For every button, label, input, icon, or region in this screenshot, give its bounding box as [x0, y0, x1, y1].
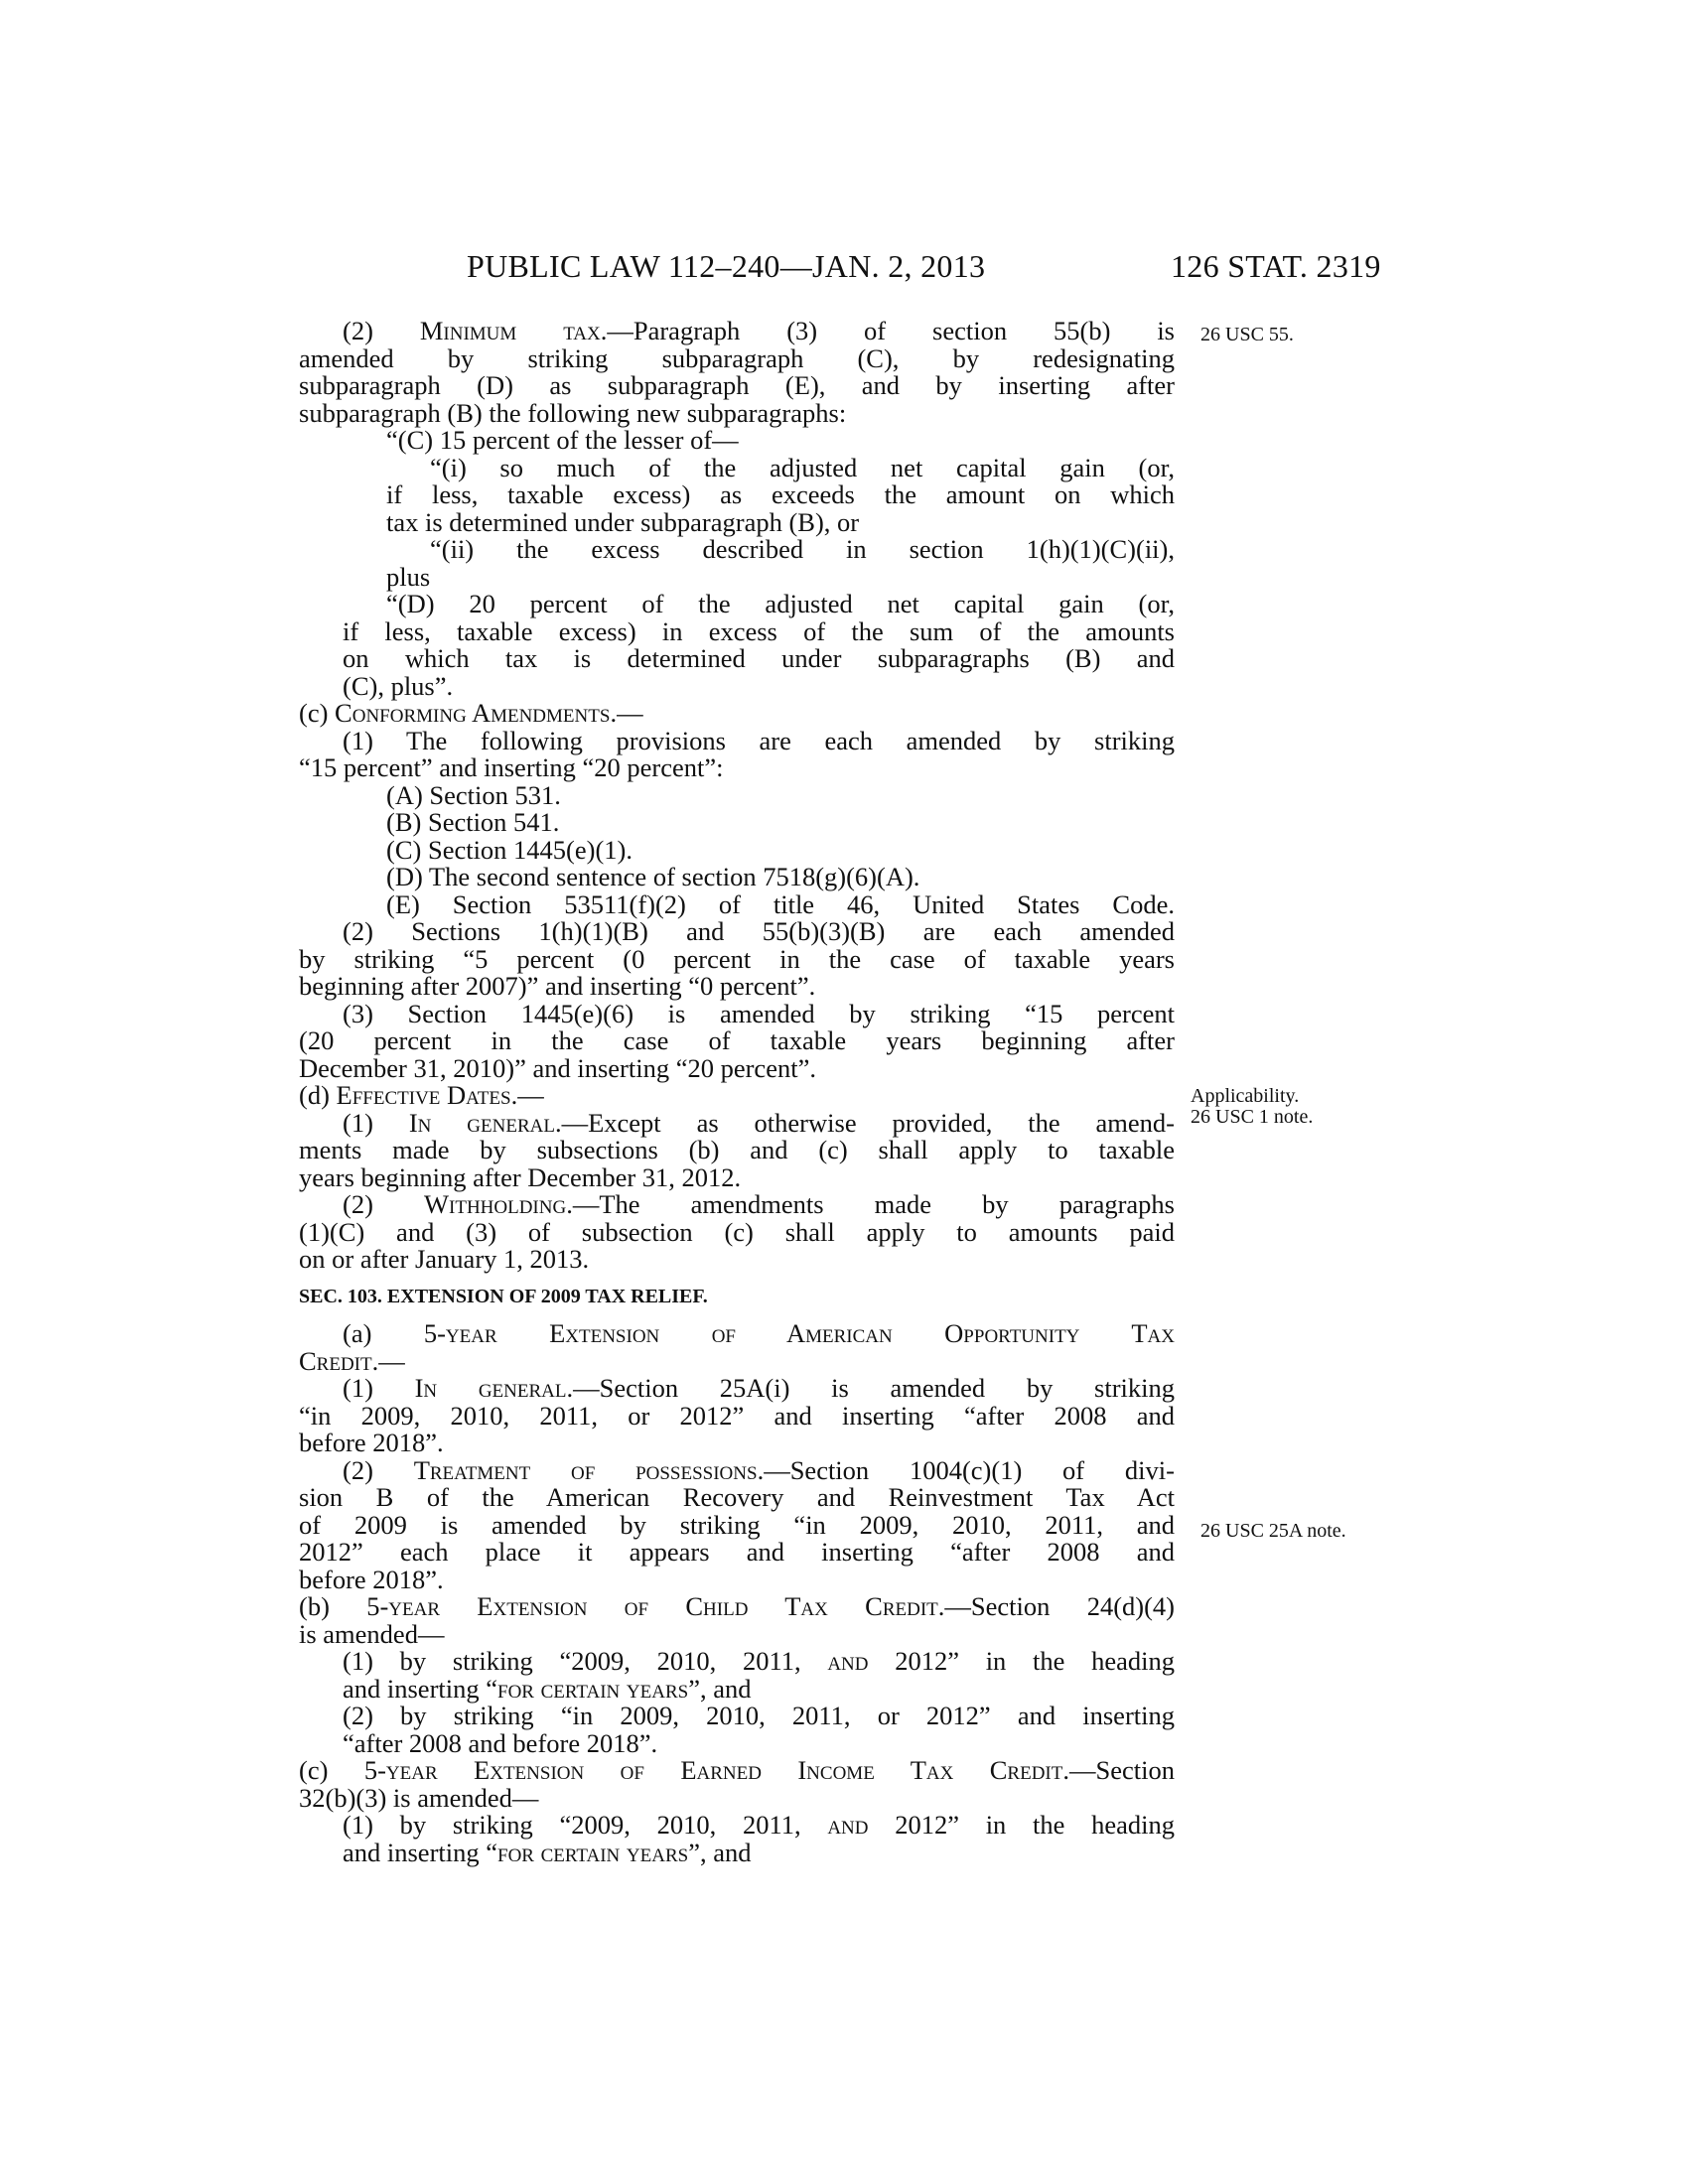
text-line: “(C) 15 percent of the lesser of—: [386, 425, 739, 455]
text-line: “after 2008 and before 2018”.: [343, 1727, 658, 1758]
text-line: amended by striking subparagraph (C), by redesignating: [299, 342, 1175, 373]
text-line: by striking “5 percent (0 percent in the case of taxable years: [299, 943, 1175, 974]
text-line: if less, taxable excess) in excess of the sum of the amounts: [343, 615, 1175, 646]
text-line: subparagraph (B) the following new subparagraphs:: [299, 397, 847, 428]
text-line: (1) In general.—Except as otherwise provided, the amend-: [343, 1107, 1175, 1138]
document-body: [299, 318, 1175, 1866]
text-line: (B) Section 541.: [386, 807, 560, 837]
text-line: (C) Section 1445(e)(1).: [386, 834, 633, 865]
subsection-heading: (d) Effective Dates.—: [299, 1080, 544, 1110]
text-line: plus: [386, 561, 431, 592]
text-line: 2012” each place it appears and inserting “after 2008 and: [299, 1537, 1175, 1567]
text-line: is amended—: [299, 1618, 445, 1649]
text-line: 32(b)(3) is amended—: [299, 1782, 539, 1813]
text-line: before 2018”.: [299, 1428, 444, 1457]
text-line: (2) Treatment of possessions.—Section 1004(c)(1) of divi-: [343, 1454, 1175, 1485]
text-line: “(i) so much of the adjusted net capital gain (or,: [430, 452, 1175, 482]
text-line: “(D) 20 percent of the adjusted net capital gain (or,: [386, 589, 1175, 618]
text-line: on which tax is determined under subparagraphs (B) and: [343, 643, 1175, 673]
text-line: (2) Sections 1(h)(1)(B) and 55(b)(3)(B) are each amended: [343, 916, 1175, 946]
text-line: subparagraph (D) as subparagraph (E), and by inserting after: [299, 370, 1175, 400]
subsection-heading: (b) 5-year Extension of Child Tax Credit.—Section 24(d)(4): [299, 1591, 1175, 1621]
text-line: (2) Withholding.—The amendments made by paragraphs: [343, 1189, 1175, 1219]
text-line: (A) Section 531.: [386, 779, 561, 810]
text-line: (1)(C) and (3) of subsection (c) shall apply to amounts paid: [299, 1216, 1175, 1247]
text-line: if less, taxable excess) as exceeds the amount on which: [386, 479, 1175, 509]
text-line: (1) The following provisions are each amended by striking: [343, 725, 1175, 755]
text-line: before 2018”.: [299, 1564, 444, 1594]
margin-note-applicability: Applicability.: [1191, 1085, 1300, 1107]
text-line: December 31, 2010)” and inserting “20 percent”.: [299, 1052, 816, 1083]
text-line: years beginning after December 31, 2012.: [299, 1161, 742, 1192]
text-line: “15 percent” and inserting “20 percent”:: [299, 752, 724, 782]
text-line: (D) The second sentence of section 7518(g)(6)(A).: [386, 862, 920, 891]
running-header-title: PUBLIC LAW 112–240—JAN. 2, 2013: [467, 248, 986, 284]
subsection-heading: (a) 5-year Extension of American Opportunity Tax: [343, 1318, 1175, 1348]
section-heading: SEC. 103. EXTENSION OF 2009 TAX RELIEF.: [299, 1285, 708, 1307]
text-line: sion B of the American Recovery and Reinvestment Tax Act: [299, 1482, 1175, 1512]
margin-note-26-usc-25a-note: 26 USC 25A note.: [1200, 1520, 1346, 1542]
running-header-page-number: 126 STAT. 2319: [1171, 248, 1381, 284]
text-line: tax is determined under subparagraph (B), or: [386, 506, 860, 537]
text-line: (2) Minimum tax.—Paragraph (3) of section 55(b) is: [343, 316, 1175, 345]
text-line: (2) by striking “in 2009, 2010, 2011, or 2012” and inserting: [343, 1701, 1175, 1730]
text-line: (1) In general.—Section 25A(i) is amended by striking: [343, 1373, 1175, 1403]
text-line: (1) by striking “2009, 2010, 2011, and 2012” in the heading: [343, 1646, 1176, 1676]
paragraph-heading: Minimum tax: [419, 316, 601, 345]
margin-note-26-usc-55: 26 USC 55.: [1200, 324, 1294, 345]
margin-note-26-usc-1-note: 26 USC 1 note.: [1191, 1106, 1314, 1128]
text-line: (20 percent in the case of taxable years beginning after: [299, 1025, 1175, 1055]
text-line: (1) by striking “2009, 2010, 2011, and 2012” in the heading: [343, 1810, 1176, 1840]
text-line: (E) Section 53511(f)(2) of title 46, United States Code.: [386, 888, 1175, 919]
subsection-heading: (c) 5-year Extension of Earned Income Tax Credit.—Section: [299, 1755, 1175, 1785]
text-line: ments made by subsections (b) and (c) shall apply to taxable: [299, 1135, 1175, 1164]
text-line: (3) Section 1445(e)(6) is amended by striking “15 percent: [343, 998, 1175, 1028]
text-line: on or after January 1, 2013.: [299, 1244, 590, 1274]
subsection-heading: Credit.—: [299, 1345, 405, 1376]
text-line: and inserting “for certain years”, and: [343, 1837, 752, 1867]
text-line: beginning after 2007)” and inserting “0 percent”.: [299, 971, 816, 1001]
text-line: and inserting “for certain years”, and: [343, 1673, 752, 1704]
text-line: of 2009 is amended by striking “in 2009, 2010, 2011, and: [299, 1509, 1175, 1540]
subsection-heading: (c) Conforming Amendments.—: [299, 698, 643, 728]
text-line: “(ii) the excess described in section 1(h)(1)(C)(ii),: [430, 534, 1175, 564]
text-line: (C), plus”.: [343, 670, 454, 701]
text-line: “in 2009, 2010, 2011, or 2012” and inserting “after 2008 and: [299, 1400, 1175, 1431]
